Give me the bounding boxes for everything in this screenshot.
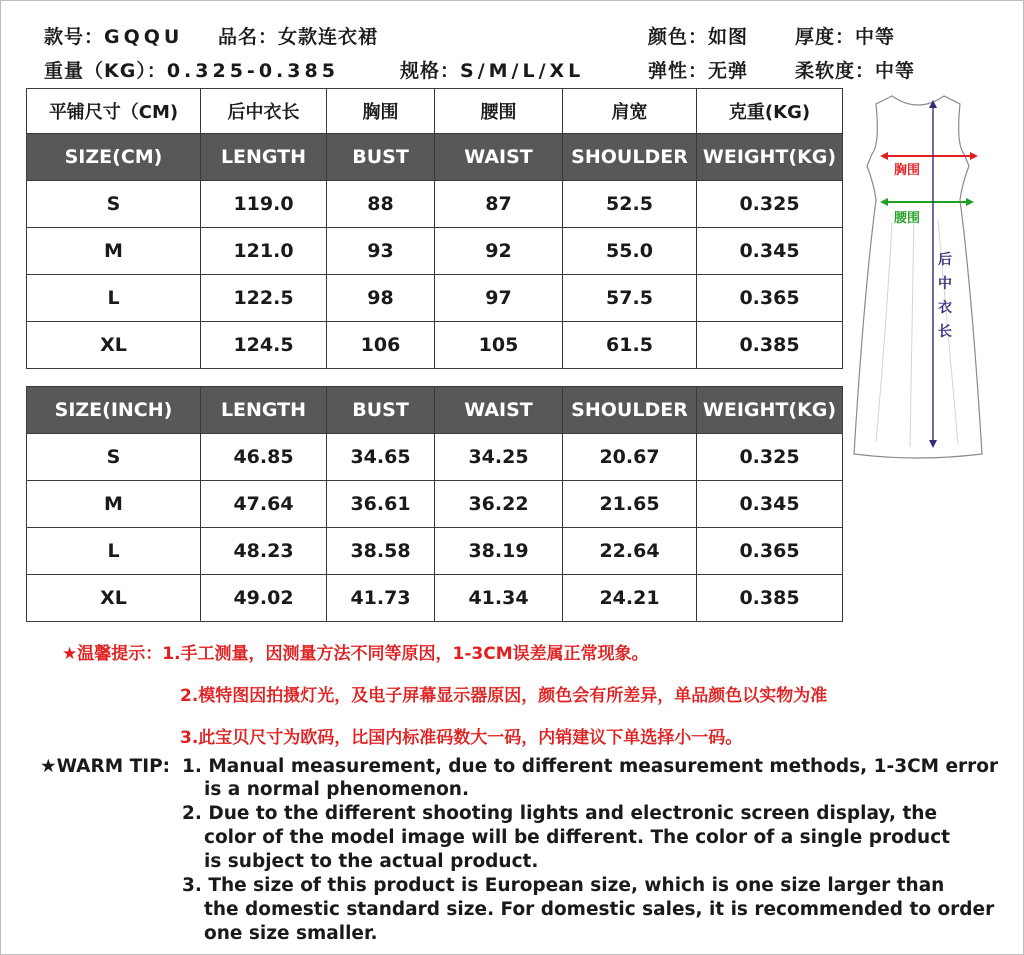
table-cell: XL	[27, 322, 201, 369]
table-cell: 38.58	[327, 528, 435, 575]
waist-label: 腰围	[894, 211, 921, 226]
table-cell: 0.325	[697, 181, 843, 228]
table-cell: 93	[327, 228, 435, 275]
warm-tip-line: 2. Due to the different shooting lights and electronic screen display, the	[182, 803, 938, 824]
header-item-elasticity: 弹性：无弹	[648, 60, 749, 82]
column-header-cn: 后中衣长	[201, 89, 327, 134]
column-header: SIZE(INCH)	[27, 387, 201, 434]
table-cm-header-row	[27, 134, 843, 181]
warm-tip-line: one size smaller.	[204, 923, 378, 944]
dress-outline	[854, 96, 982, 458]
size-table-cm	[26, 88, 843, 369]
table-cell: 124.5	[201, 322, 327, 369]
table-cell: 24.21	[563, 575, 697, 622]
table-cell: 22.64	[563, 528, 697, 575]
notes-cn-item: 2.模特图因拍摄灯光，及电子屏幕显示器原因，颜色会有所差异，单品颜色以实物为准	[180, 686, 828, 706]
table-cell: 106	[327, 322, 435, 369]
bust-label: 胸围	[894, 163, 921, 178]
table-cell: 121.0	[201, 228, 327, 275]
table-row	[27, 275, 843, 322]
table-cell: 34.65	[327, 434, 435, 481]
table-cell: 119.0	[201, 181, 327, 228]
table-row	[27, 181, 843, 228]
waist-arrow-right	[966, 198, 974, 206]
column-header: WEIGHT(KG)	[697, 387, 843, 434]
length-label-char: 衣	[938, 300, 952, 316]
column-header: LENGTH	[201, 134, 327, 181]
table-row	[27, 575, 843, 622]
header-item-style-no: 款号：GQQU	[44, 26, 184, 48]
table-cell: 0.325	[697, 434, 843, 481]
warm-tip-line: 1. Manual measurement, due to different measurement methods, 1-3CM error	[182, 756, 999, 777]
table-cell: 92	[435, 228, 563, 275]
warm-tip-line: is a normal phenomenon.	[204, 779, 470, 800]
table-cell: 0.365	[697, 275, 843, 322]
header-item-weight: 重量（KG）：0.325-0.385	[44, 60, 339, 82]
notes-cn-item: 3.此宝贝尺寸为欧码，比国内标准码数大一码，内销建议下单选择小一码。	[180, 728, 743, 748]
header-item-thickness: 厚度：中等	[795, 26, 896, 48]
table-cell: 21.65	[563, 481, 697, 528]
table-cell: M	[27, 481, 201, 528]
table-cell: 52.5	[563, 181, 697, 228]
table-cell: 34.25	[435, 434, 563, 481]
table-cm-chinese-header-row	[27, 89, 843, 134]
notes-cn-prefix: ★温馨提示：	[62, 644, 163, 664]
table-cell: 49.02	[201, 575, 327, 622]
notes-cn-item: 1.手工测量，因测量方法不同等原因，1-3CM误差属正常现象。	[162, 644, 649, 664]
column-header: WAIST	[435, 134, 563, 181]
column-header-cn: 平铺尺寸（CM)	[27, 89, 201, 134]
header-item-color: 颜色：如图	[648, 26, 749, 48]
table-cell: 47.64	[201, 481, 327, 528]
header-item-sizes: 规格：S/M/L/XL	[400, 60, 585, 82]
table-cell: 0.345	[697, 481, 843, 528]
table-cell: 0.385	[697, 575, 843, 622]
table-cell: 98	[327, 275, 435, 322]
table-cell: 36.22	[435, 481, 563, 528]
column-header: BUST	[327, 387, 435, 434]
table-cell: XL	[27, 575, 201, 622]
table-cell: 61.5	[563, 322, 697, 369]
bust-arrow-right	[970, 152, 978, 160]
table-cell: 41.34	[435, 575, 563, 622]
table-cell: 0.385	[697, 322, 843, 369]
column-header: SHOULDER	[563, 134, 697, 181]
table-cell: 48.23	[201, 528, 327, 575]
notes-cn-line-1	[62, 639, 649, 664]
table-row	[27, 228, 843, 275]
column-header: WEIGHT(KG)	[697, 134, 843, 181]
column-header: BUST	[327, 134, 435, 181]
table-cell: 0.345	[697, 228, 843, 275]
column-header: LENGTH	[201, 387, 327, 434]
table-cell: 41.73	[327, 575, 435, 622]
length-label-char: 后	[938, 252, 952, 268]
column-header-cn: 胸围	[327, 89, 435, 134]
column-header-cn: 腰围	[435, 89, 563, 134]
column-header: WAIST	[435, 387, 563, 434]
table-cell: 38.19	[435, 528, 563, 575]
warm-tip-line: the domestic standard size. For domestic sales, it is recommended to order	[204, 899, 995, 920]
table-cell: L	[27, 275, 201, 322]
table-cell: 0.365	[697, 528, 843, 575]
table-cell: 57.5	[563, 275, 697, 322]
header-item-softness: 柔软度：中等	[795, 60, 916, 82]
table-cell: S	[27, 434, 201, 481]
length-label-char: 中	[938, 276, 952, 292]
table-cell: 88	[327, 181, 435, 228]
table-row	[27, 322, 843, 369]
table-row	[27, 481, 843, 528]
table-cell: 87	[435, 181, 563, 228]
table-cell: 46.85	[201, 434, 327, 481]
length-label-char: 长	[938, 324, 952, 340]
table-cell: M	[27, 228, 201, 275]
column-header-cn: 肩宽	[563, 89, 697, 134]
size-table-inch	[26, 386, 843, 622]
table-cell: 105	[435, 322, 563, 369]
table-cell: 97	[435, 275, 563, 322]
table-cell: 20.67	[563, 434, 697, 481]
warm-tip-line: 3. The size of this product is European size, which is one size larger than	[182, 875, 945, 896]
warm-tip-prefix: ★WARM TIP:	[40, 756, 171, 777]
column-header: SHOULDER	[563, 387, 697, 434]
table-row	[27, 528, 843, 575]
warm-tip-line: is subject to the actual product.	[204, 851, 539, 872]
warm-tip-line: color of the model image will be different. The color of a single product	[204, 827, 951, 848]
table-cell: L	[27, 528, 201, 575]
dress-measurement-diagram	[852, 92, 984, 462]
table-cell: 122.5	[201, 275, 327, 322]
table-inch-header-row	[27, 387, 843, 434]
table-row	[27, 434, 843, 481]
table-cell: 55.0	[563, 228, 697, 275]
column-header-cn: 克重(KG)	[697, 89, 843, 134]
column-header: SIZE(CM)	[27, 134, 201, 181]
table-cell: 36.61	[327, 481, 435, 528]
header-item-product-name: 品名：女款连衣裙	[218, 26, 379, 48]
table-cell: S	[27, 181, 201, 228]
